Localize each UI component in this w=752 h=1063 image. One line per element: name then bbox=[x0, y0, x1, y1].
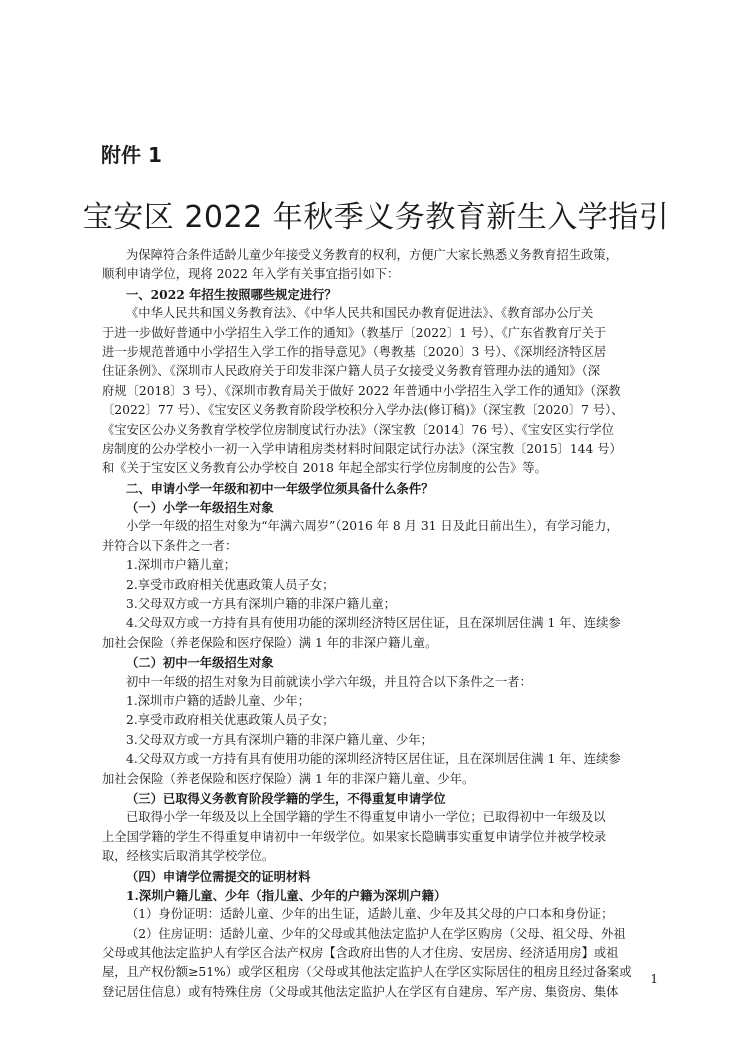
text-line: （二）初中一年级招生对象 bbox=[126, 655, 274, 671]
text-line: 《中华人民共和国义务教育法》、《中华人民共和国民办教育促进法》、《教育部办公厅关 bbox=[126, 306, 594, 321]
text-line: 初中一年级的招生对象为目前就读小学六年级，并且符合以下条件之一者： bbox=[126, 674, 532, 689]
text-line: 3.父母双方或一方具有深圳户籍的非深户籍儿童、少年； bbox=[126, 732, 433, 747]
text-line: 4.父母双方或一方持有具有使用功能的深圳经济特区居住证，且在深圳居住满 1 年、连续参 bbox=[126, 616, 621, 631]
text-line: 2.享受市政府相关优惠政策人员子女； bbox=[126, 713, 335, 728]
text-line: 于进一步做好普通中小学招生入学工作的通知》（教基厅〔2022〕1 号）、《广东省教育厅关于 bbox=[102, 325, 607, 340]
text-line: 屋，且产权份额≥51%）或学区租房（父母或其他法定监护人在学区实际居住的租房且经过备案或 bbox=[102, 965, 632, 980]
document-body bbox=[102, 246, 662, 1002]
text-line: 为保障符合条件适龄儿童少年接受义务教育的权利，方便广大家长熟悉义务教育招生政策， bbox=[126, 248, 618, 262]
text-line: 1.深圳市户籍儿童； bbox=[126, 558, 237, 573]
text-line: 已取得小学一年级及以上全国学籍的学生不得重复申请小一学位；已取得初中一年级及以 bbox=[126, 810, 606, 825]
text-line: （三）已取得义务教育阶段学籍的学生，不得重复申请学位 bbox=[126, 790, 446, 806]
text-line: 《宝安区公办义务教育学校学位房制度试行办法》（深宝教〔2014〕76 号）、《宝安区实行学位 bbox=[102, 422, 614, 437]
text-line: 1.深圳户籍儿童、少年（指儿童、少年的户籍为深圳户籍） bbox=[126, 887, 447, 903]
text-line: 顺利申请学位，现将 2022 年入学有关事宜指引如下： bbox=[102, 267, 400, 282]
text-line: （1）身份证明：适龄儿童、少年的出生证，适龄儿童、少年及其父母的户口本和身份证； bbox=[126, 907, 614, 922]
text-line: 2.享受市政府相关优惠政策人员子女； bbox=[126, 577, 335, 592]
text-line: 加社会保险（养老保险和医疗保险）满 1 年的非深户籍儿童。 bbox=[102, 635, 438, 650]
text-line: 二、申请小学一年级和初中一年级学位须具备什么条件？ bbox=[126, 480, 434, 496]
text-line: 和《关于宝安区义务教育公办学校自 2018 年起全部实行学位房制度的公告》等。 bbox=[102, 461, 547, 476]
text-line: 加社会保险（养老保险和医疗保险）满 1 年的非深户籍儿童、少年。 bbox=[102, 771, 475, 786]
text-line: 登记居住信息）或有特殊住房（父母或其他法定监护人在学区有自建房、军产房、集资房、集体 bbox=[102, 984, 619, 999]
text-line: 进一步规范普通中小学招生入学工作的指导意见》（粤教基〔2020〕3 号）、《深圳经济特区居 bbox=[102, 344, 607, 359]
text-line: 取，经核实后取消其学校学位。 bbox=[102, 849, 275, 864]
page-title: 宝安区 2022 年秋季义务教育新生入学指引 bbox=[82, 200, 670, 235]
text-line: 1.深圳市户籍的适龄儿童、少年； bbox=[126, 693, 310, 708]
text-line: （一）小学一年级招生对象 bbox=[126, 500, 274, 516]
text-line: 一、2022 年招生按照哪些规定进行？ bbox=[126, 286, 337, 302]
attachment-label: 附件 1 bbox=[101, 143, 162, 167]
text-line: 〔2022〕77 号）、《宝安区义务教育阶段学校积分入学办法(修订稿)》（深宝教〔2020〕7 号）、 bbox=[102, 403, 624, 418]
text-line: 父母或其他法定监护人有学区合法产权房【含政府出售的人才住房、安居房、经济适用房】或祖 bbox=[102, 946, 619, 961]
text-line: 上全国学籍的学生不得重复申请初中一年级学位。如果家长隐瞒事实重复申请学位并被学校录 bbox=[102, 829, 607, 844]
text-line: 4.父母双方或一方持有具有使用功能的深圳经济特区居住证，且在深圳居住满 1 年、连续参 bbox=[126, 752, 621, 767]
page-number: 1 bbox=[650, 972, 658, 986]
text-line: （2）住房证明：适龄儿童、少年的父母或其他法定监护人在学区购房（父母、祖父母、外祖 bbox=[126, 926, 626, 941]
text-line: 房制度的公办学校小一初一入学申请租房类材料时间限定试行办法》（深宝教〔2015〕144 号） bbox=[102, 441, 622, 456]
text-line: 小学一年级的招生对象为“年满六周岁”（2016 年 8 月 31 日及此日前出生），有学习能力， bbox=[126, 519, 619, 534]
text-line: 3.父母双方或一方具有深圳户籍的非深户籍儿童； bbox=[126, 597, 396, 612]
text-line: 并符合以下条件之一者： bbox=[102, 538, 238, 553]
text-line: （四）申请学位需提交的证明材料 bbox=[126, 868, 311, 884]
text-line: 住证条例》、《深圳市人民政府关于印发非深户籍人员子女接受义务教育管理办法的通知》（深 bbox=[102, 364, 601, 379]
text-line: 府规〔2018〕3 号）、《深圳市教育局关于做好 2022 年普通中小学招生入学工作的通知》（深教 bbox=[102, 383, 621, 398]
